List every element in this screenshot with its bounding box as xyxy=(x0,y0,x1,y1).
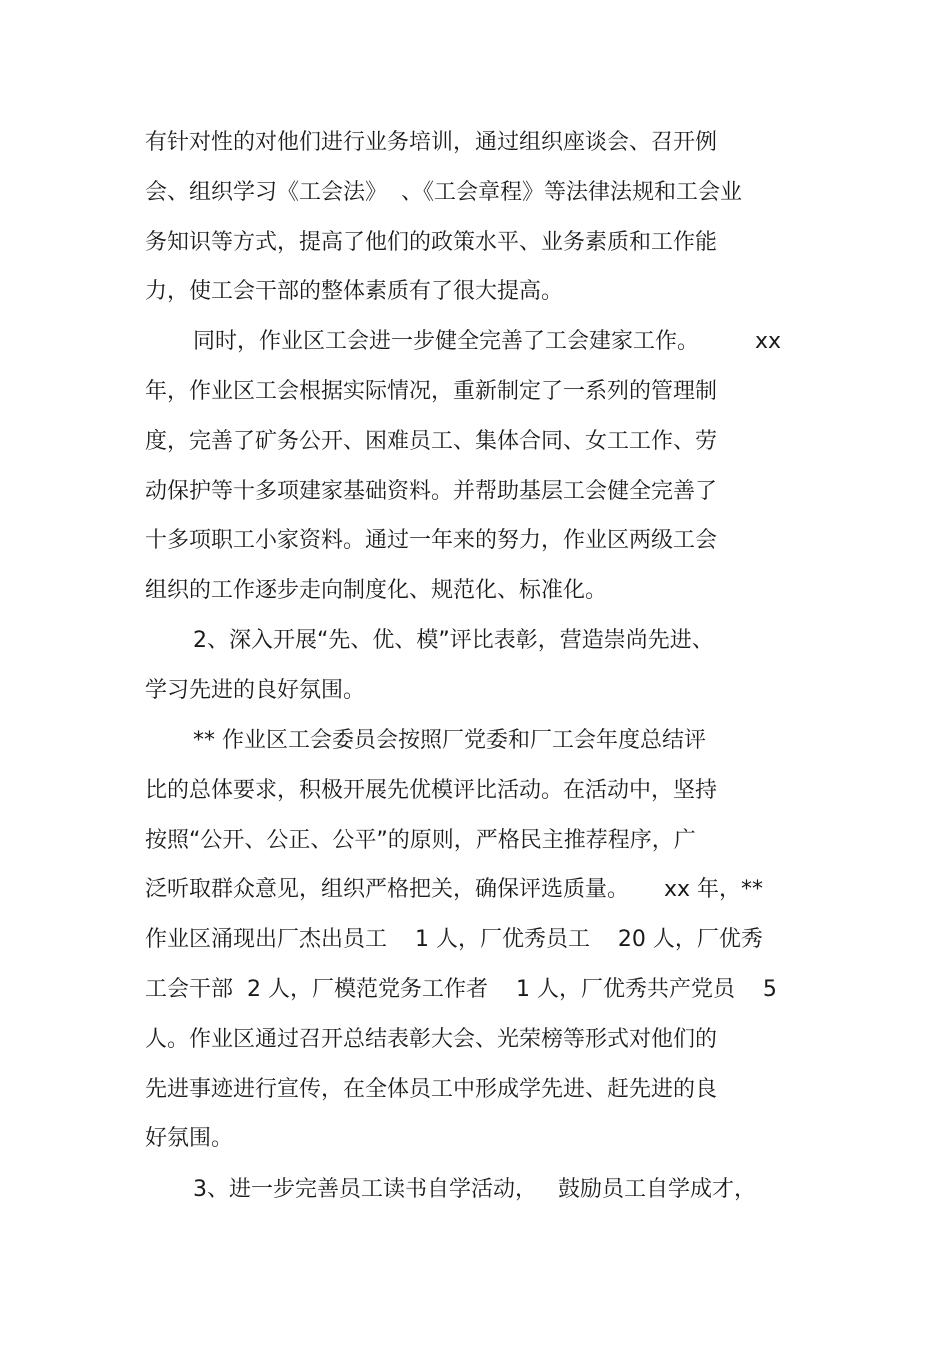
text-line: 作业区涌现出厂杰出员工 1 人，厂优秀员工 20 人，厂优秀 xyxy=(145,927,763,952)
text-line: 比的总体要求，积极开展先优模评比活动。在活动中，坚持 xyxy=(145,778,718,803)
text-line: 度，完善了矿务公开、困难员工、集体合同、女工工作、劳 xyxy=(145,429,718,454)
text-line: 动保护等十多项建家基础资料。并帮助基层工会健全完善了 xyxy=(145,479,718,504)
text-line: 泛听取群众意见，组织严格把关，确保评选质量。 xx 年，** xyxy=(145,877,763,902)
text-line: 先进事迹进行宣传，在全体员工中形成学先进、赶先进的良 xyxy=(145,1077,718,1102)
text-line: 工会干部 2 人，厂模范党务工作者 1 人，厂优秀共产党员 5 xyxy=(145,977,777,1002)
text-line: 务知识等方式，提高了他们的政策水平、业务素质和工作能 xyxy=(145,230,718,255)
text-line: 年，作业区工会根据实际情况，重新制定了一系列的管理制 xyxy=(145,379,718,404)
text-line: 有针对性的对他们进行业务培训，通过组织座谈会、召开例 xyxy=(145,130,718,155)
text-line: 好氛围。 xyxy=(145,1126,234,1151)
text-line: 3、进一步完善员工读书自学活动， 鼓励员工自学成才， xyxy=(193,1177,756,1202)
text-line: ** 作业区工会委员会按照厂党委和厂工会年度总结评 xyxy=(193,728,706,753)
text-line: 人。作业区通过召开总结表彰大会、光荣榜等形式对他们的 xyxy=(145,1027,718,1052)
text-line: 力，使工会干部的整体素质有了很大提高。 xyxy=(145,279,564,304)
text-line: 会、组织学习《工会法》 、《工会章程》等法律法规和工会业 xyxy=(145,180,742,205)
text-line: 十多项职工小家资料。通过一年来的努力，作业区两级工会 xyxy=(145,528,718,553)
text-line: 按照“公开、公正、公平”的原则，严格民主推荐程序，广 xyxy=(145,828,696,853)
text-line: 组织的工作逐步走向制度化、规范化、标准化。 xyxy=(145,578,608,603)
text-line: 学习先进的良好氛围。 xyxy=(145,678,366,703)
text-line: 2、深入开展“先、优、模”评比表彰，营造崇尚先进、 xyxy=(193,628,714,653)
text-line: 同时，作业区工会进一步健全完善了工会建家工作。 xx xyxy=(193,329,781,354)
